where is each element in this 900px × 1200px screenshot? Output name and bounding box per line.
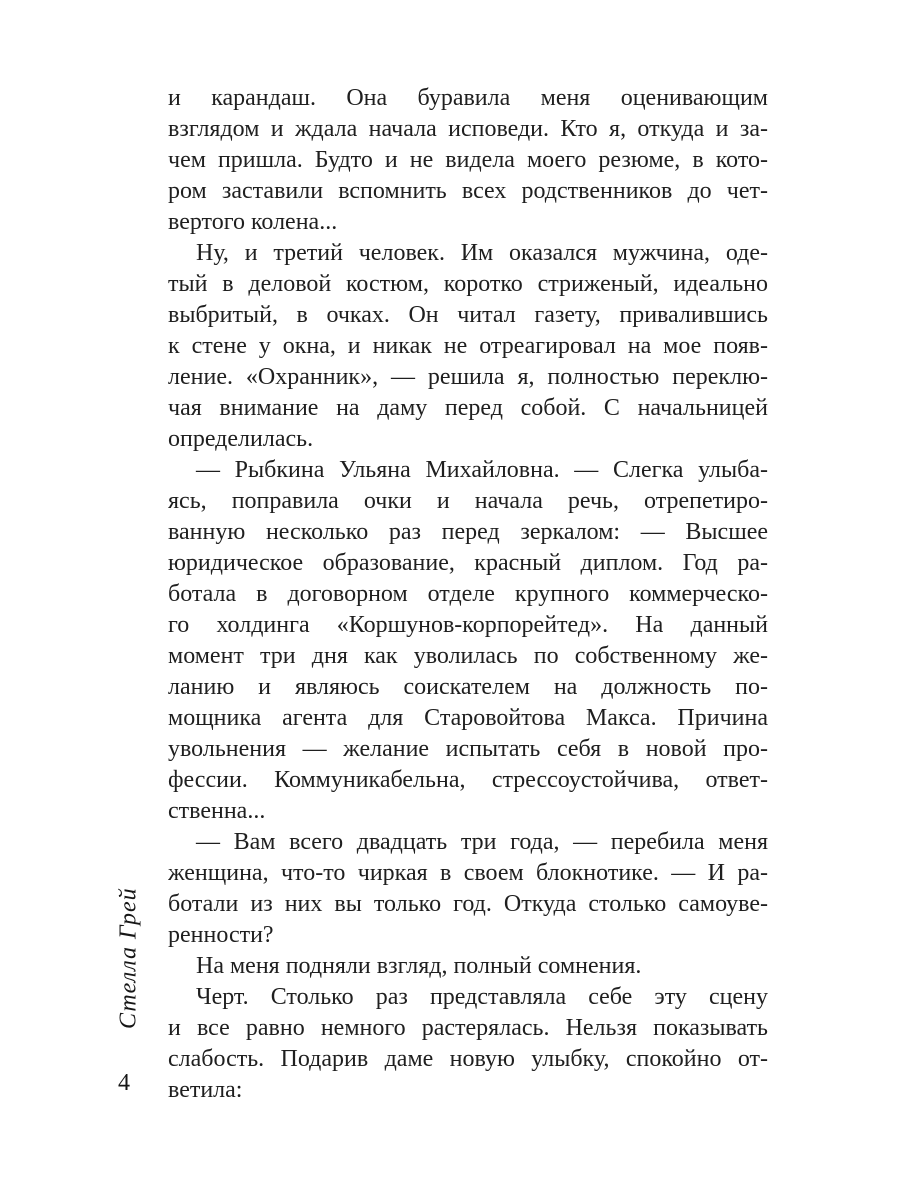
author-name-vertical: Стелла Грей bbox=[115, 887, 142, 1029]
page-number: 4 bbox=[118, 1070, 130, 1096]
text-line: ясь, поправила очки и начала речь, отрепетиро- bbox=[168, 488, 768, 514]
text-line: тый в деловой костюм, коротко стриженый, идеально bbox=[168, 271, 768, 297]
text-line: го холдинга «Коршунов-корпорейтед». На данный bbox=[168, 612, 768, 638]
text-line: чем пришла. Будто и не видела моего резюме, в кото- bbox=[168, 147, 768, 173]
text-line: фессии. Коммуникабельна, стрессоустойчива, ответ- bbox=[168, 767, 768, 793]
text-line: чая внимание на даму перед собой. С начальницей bbox=[168, 395, 768, 421]
body-text-block bbox=[168, 83, 768, 1106]
text-line: Ну, и третий человек. Им оказался мужчина, оде- bbox=[196, 240, 768, 266]
text-line: определилась. bbox=[168, 426, 314, 452]
text-line: ланию и являюсь соискателем на должность по- bbox=[168, 674, 768, 700]
text-line: — Рыбкина Ульяна Михайловна. — Слегка улыба- bbox=[196, 457, 768, 483]
text-line: ботали из них вы только год. Откуда столько самоуве- bbox=[168, 891, 768, 917]
text-line: — Вам всего двадцать три года, — перебила меня bbox=[196, 829, 768, 855]
text-line: ром заставили вспомнить всех родственников до чет- bbox=[168, 178, 768, 204]
text-line: выбритый, в очках. Он читал газету, привалившись bbox=[168, 302, 768, 328]
text-line: и все равно немного растерялась. Нельзя показывать bbox=[168, 1015, 768, 1041]
text-line: Черт. Столько раз представляла себе эту сцену bbox=[196, 984, 768, 1010]
text-line: взглядом и ждала начала исповеди. Кто я, откуда и за- bbox=[168, 116, 768, 142]
text-line: ветила: bbox=[168, 1077, 243, 1103]
text-line: ренности? bbox=[168, 922, 274, 948]
text-line: юридическое образование, красный диплом. Год ра- bbox=[168, 550, 768, 576]
text-line: слабость. Подарив даме новую улыбку, спокойно от- bbox=[168, 1046, 768, 1072]
text-line: На меня подняли взгляд, полный сомнения. bbox=[196, 953, 642, 979]
text-line: момент три дня как уволилась по собственному же- bbox=[168, 643, 768, 669]
text-line: мощника агента для Старовойтова Макса. Причина bbox=[168, 705, 768, 731]
text-line: увольнения — желание испытать себя в новой про- bbox=[168, 736, 768, 762]
text-line: ботала в договорном отделе крупного коммерческо- bbox=[168, 581, 768, 607]
text-line: вертого колена... bbox=[168, 209, 338, 235]
text-line: женщина, что-то чиркая в своем блокнотике. — И ра- bbox=[168, 860, 768, 886]
text-line: ственна... bbox=[168, 798, 266, 824]
text-line: к стене у окна, и никак не отреагировал на мое появ- bbox=[168, 333, 768, 359]
text-line: и карандаш. Она буравила меня оценивающим bbox=[168, 85, 768, 111]
text-line: ление. «Охранник», — решила я, полностью переклю- bbox=[168, 364, 768, 390]
text-line: ванную несколько раз перед зеркалом: — Высшее bbox=[168, 519, 768, 545]
